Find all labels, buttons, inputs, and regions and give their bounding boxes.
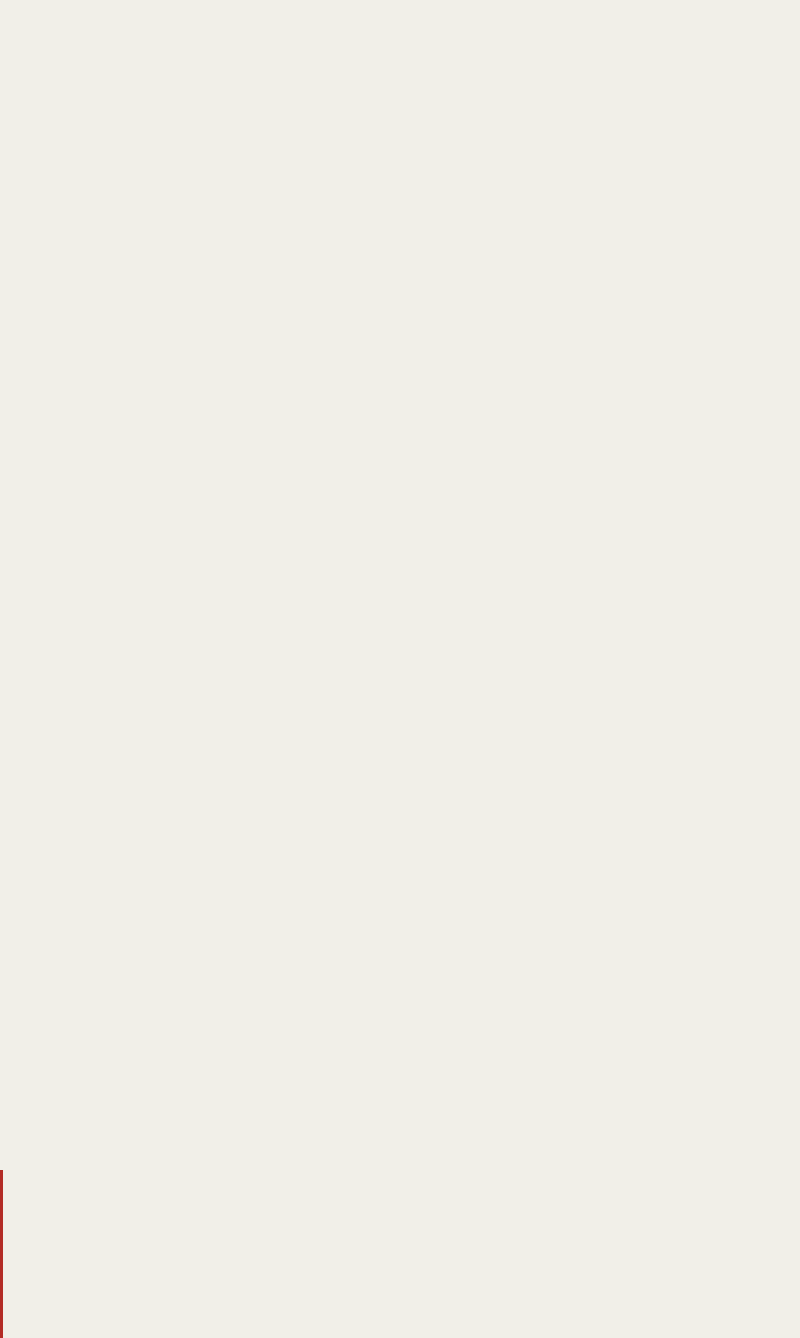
page-edge — [0, 1170, 3, 1338]
